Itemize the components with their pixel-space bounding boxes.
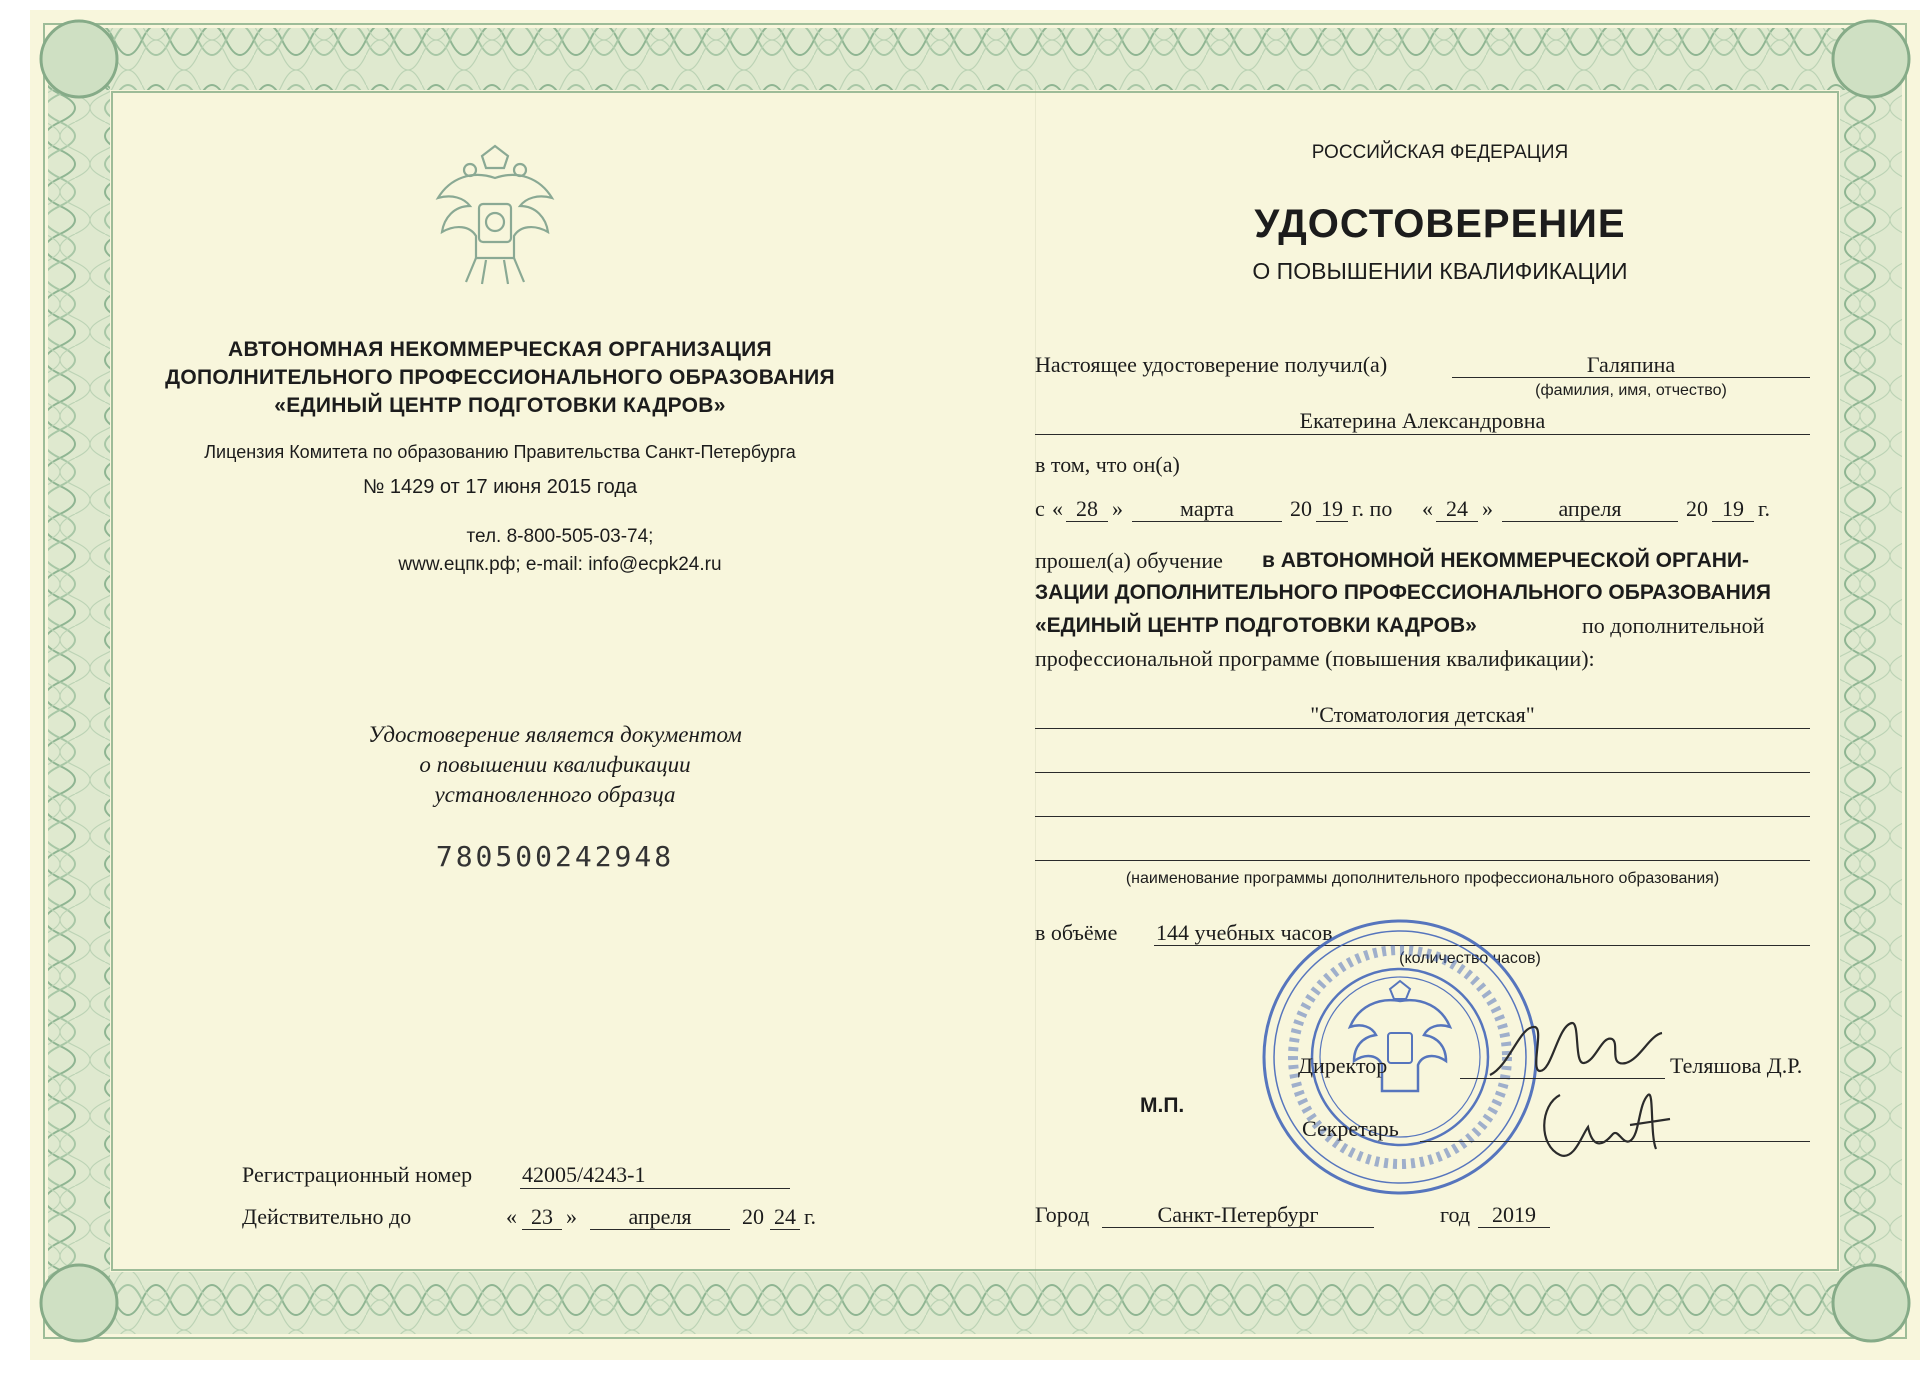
training-suffix: по дополнительной <box>1582 613 1765 638</box>
year-value: 2019 <box>1492 1202 1536 1227</box>
training-suffix: профессиональной программе (повышения квалификации): <box>1035 646 1595 671</box>
year-prefix: 20 <box>742 1204 764 1229</box>
to-year-unit: г. <box>1758 496 1771 521</box>
phone: тел. 8-800-505-03-74; <box>466 526 654 547</box>
registration-line <box>520 1188 790 1189</box>
director-name: Теляшова Д.Р. <box>1670 1053 1803 1078</box>
from-month: марта <box>1180 496 1234 521</box>
note-line: установленного образца <box>434 782 676 807</box>
training-org-line: ЗАЦИИ ДОПОЛНИТЕЛЬНОГО ПРОФЕССИОНАЛЬНОГО ОБРАЗОВАНИЯ <box>1035 581 1772 604</box>
valid-until-label: Действительно до <box>242 1204 412 1229</box>
quote-open: « <box>1052 496 1063 521</box>
organization-line: АВТОНОМНАЯ НЕКОММЕРЧЕСКАЯ ОРГАНИЗАЦИЯ <box>228 338 772 361</box>
secretary-signature <box>1530 1075 1680 1175</box>
secretary-label: Секретарь <box>1302 1116 1399 1141</box>
program-caption: (наименование программы дополнительного профессионального образования) <box>1125 870 1720 887</box>
certificate-note <box>230 720 880 810</box>
organization-name <box>130 336 870 420</box>
training-org-line: «ЕДИНЫЙ ЦЕНТР ПОДГОТОВКИ КАДРОВ» <box>1035 614 1477 637</box>
period-from-prefix: с <box>1035 496 1045 521</box>
that-label: в том, что он(а) <box>1035 452 1180 477</box>
registration-number: 42005/4243-1 <box>522 1162 646 1187</box>
seal-mark: М.П. <box>1140 1094 1185 1117</box>
registration-label: Регистрационный номер <box>242 1162 473 1187</box>
recipient-surname: Галяпина <box>1586 352 1676 377</box>
training-org-line: в АВТОНОМНОЙ НЕКОММЕРЧЕСКОЙ ОРГАНИ- <box>1262 549 1750 572</box>
serial-number: 780500242948 <box>435 840 675 873</box>
to-year: 19 <box>1722 496 1744 521</box>
note-line: о повышении квалификации <box>419 752 691 777</box>
city-value: Санкт-Петербург <box>1157 1202 1319 1227</box>
to-month: апреля <box>1558 496 1622 521</box>
training-prefix: прошел(а) обучение <box>1035 548 1223 573</box>
volume-label: в объёме <box>1035 920 1118 945</box>
note-line: Удостоверение является документом <box>368 722 742 747</box>
recipient-given-names: Екатерина Александровна <box>1299 408 1546 433</box>
quote-open: « <box>506 1204 517 1229</box>
from-year-unit: г. по <box>1352 496 1393 521</box>
quote-close: » <box>566 1204 577 1229</box>
coat-of-arms-emblem <box>430 140 560 290</box>
program-line <box>1035 860 1810 861</box>
volume-caption: (количество часов) <box>1399 950 1541 967</box>
received-label: Настоящее удостоверение получил(а) <box>1035 352 1388 377</box>
from-year: 19 <box>1321 496 1343 521</box>
valid-day: 23 <box>531 1204 553 1229</box>
valid-month: апреля <box>628 1204 692 1229</box>
given-names-line <box>1035 434 1810 435</box>
program-line <box>1035 728 1810 729</box>
organization-line: ДОПОЛНИТЕЛЬНОГО ПРОФЕССИОНАЛЬНОГО ОБРАЗОВАНИЯ <box>165 366 835 389</box>
website-email: www.ецпк.рф; e-mail: info@ecpk24.ru <box>398 554 722 575</box>
page-fold <box>1035 80 1036 1290</box>
country-name: РОССИЙСКАЯ ФЕДЕРАЦИЯ <box>1311 142 1569 163</box>
license-number: № 1429 от 17 июня 2015 года <box>362 476 638 498</box>
to-day: 24 <box>1446 496 1468 521</box>
from-year-prefix: 20 <box>1290 496 1312 521</box>
year-label: год <box>1440 1202 1471 1227</box>
year-unit: г. <box>804 1204 817 1229</box>
program-line <box>1035 816 1810 817</box>
director-label: Директор <box>1298 1053 1388 1078</box>
volume-value: 144 учебных часов <box>1156 920 1333 945</box>
valid-year: 24 <box>774 1204 796 1229</box>
license-authority: Лицензия Комитета по образованию Правительства Санкт-Петербурга <box>204 442 796 462</box>
quote-close: » <box>1112 496 1123 521</box>
city-label: Город <box>1035 1202 1090 1227</box>
program-name: "Стоматология детская" <box>1310 702 1535 727</box>
document-title: УДОСТОВЕРЕНИЕ <box>1254 202 1626 246</box>
quote-close: » <box>1482 496 1493 521</box>
program-line <box>1035 772 1810 773</box>
organization-line: «ЕДИНЫЙ ЦЕНТР ПОДГОТОВКИ КАДРОВ» <box>274 394 726 417</box>
from-day: 28 <box>1076 496 1098 521</box>
to-year-prefix: 20 <box>1686 496 1708 521</box>
name-caption: (фамилия, имя, отчество) <box>1535 382 1727 399</box>
quote-open: « <box>1422 496 1433 521</box>
certificate-sheet <box>30 10 1920 1360</box>
document-subtitle: О ПОВЫШЕНИИ КВАЛИФИКАЦИИ <box>1252 258 1628 284</box>
